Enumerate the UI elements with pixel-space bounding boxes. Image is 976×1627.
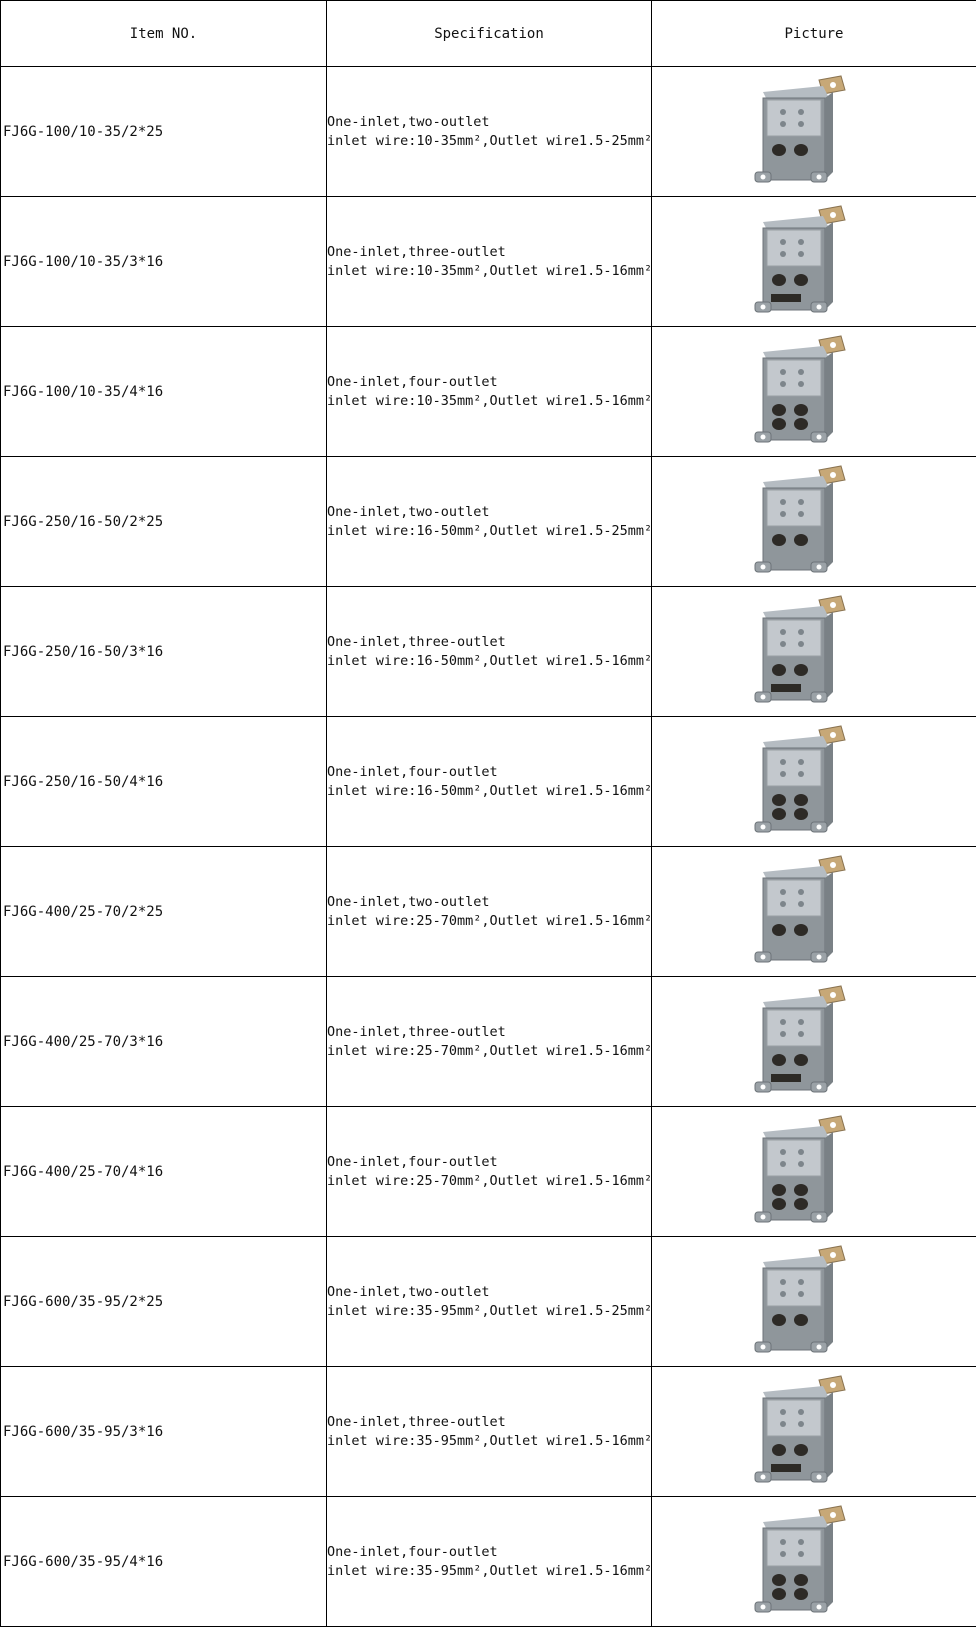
spec-wire-range: inlet wire:35-95mm²,Outlet wire1.5-16mm²	[327, 1562, 653, 1579]
specification-cell	[327, 67, 652, 197]
spec-outlets: One-inlet,four-outlet	[327, 1153, 498, 1170]
table-row	[1, 327, 976, 457]
table-row	[1, 1237, 976, 1367]
distribution-block-icon	[652, 852, 976, 972]
distribution-block-icon	[652, 722, 976, 842]
table-row	[1, 1107, 976, 1237]
table-row	[1, 587, 976, 717]
spec-wire-range: inlet wire:35-95mm²,Outlet wire1.5-16mm²	[327, 1432, 653, 1449]
header-picture: Picture	[652, 1, 976, 67]
table-row	[1, 457, 976, 587]
spec-outlets: One-inlet,three-outlet	[327, 633, 506, 650]
header-specification: Specification	[327, 1, 652, 67]
item-number: FJ6G-400/25-70/2*25	[1, 847, 327, 977]
spec-outlets: One-inlet,two-outlet	[327, 893, 490, 910]
item-number: FJ6G-600/35-95/3*16	[1, 1367, 327, 1497]
table-row	[1, 847, 976, 977]
table-row	[1, 1497, 976, 1627]
item-number: FJ6G-400/25-70/3*16	[1, 977, 327, 1107]
spec-outlets: One-inlet,three-outlet	[327, 1023, 506, 1040]
spec-wire-range: inlet wire:10-35mm²,Outlet wire1.5-16mm²	[327, 262, 653, 279]
picture-cell	[652, 717, 976, 847]
specification-cell	[327, 1107, 652, 1237]
item-number: FJ6G-400/25-70/4*16	[1, 1107, 327, 1237]
spec-outlets: One-inlet,three-outlet	[327, 243, 506, 260]
distribution-block-icon	[652, 202, 976, 322]
distribution-block-icon	[652, 1242, 976, 1362]
specification-cell	[327, 327, 652, 457]
spec-wire-range: inlet wire:35-95mm²,Outlet wire1.5-25mm²	[327, 1302, 653, 1319]
spec-outlets: One-inlet,two-outlet	[327, 113, 490, 130]
specification-cell	[327, 457, 652, 587]
picture-cell	[652, 847, 976, 977]
spec-wire-range: inlet wire:10-35mm²,Outlet wire1.5-16mm²	[327, 392, 653, 409]
table-row	[1, 67, 976, 197]
specification-cell	[327, 1237, 652, 1367]
item-number: FJ6G-600/35-95/4*16	[1, 1497, 327, 1627]
picture-cell	[652, 1107, 976, 1237]
table-row	[1, 1367, 976, 1497]
specification-cell	[327, 717, 652, 847]
picture-cell	[652, 977, 976, 1107]
spec-wire-range: inlet wire:16-50mm²,Outlet wire1.5-16mm²	[327, 652, 653, 669]
distribution-block-icon	[652, 332, 976, 452]
spec-wire-range: inlet wire:10-35mm²,Outlet wire1.5-25mm²	[327, 132, 653, 149]
specification-cell	[327, 587, 652, 717]
spec-wire-range: inlet wire:25-70mm²,Outlet wire1.5-16mm²	[327, 1172, 653, 1189]
spec-outlets: One-inlet,three-outlet	[327, 1413, 506, 1430]
picture-cell	[652, 1367, 976, 1497]
specification-cell	[327, 977, 652, 1107]
spec-wire-range: inlet wire:16-50mm²,Outlet wire1.5-16mm²	[327, 782, 653, 799]
table-row	[1, 197, 976, 327]
picture-cell	[652, 1497, 976, 1627]
table-row	[1, 717, 976, 847]
spec-outlets: One-inlet,four-outlet	[327, 373, 498, 390]
distribution-block-icon	[652, 982, 976, 1102]
distribution-block-icon	[652, 462, 976, 582]
distribution-block-icon	[652, 1112, 976, 1232]
spec-wire-range: inlet wire:16-50mm²,Outlet wire1.5-25mm²	[327, 522, 653, 539]
picture-cell	[652, 67, 976, 197]
item-number: FJ6G-250/16-50/3*16	[1, 587, 327, 717]
item-number: FJ6G-100/10-35/4*16	[1, 327, 327, 457]
spec-outlets: One-inlet,two-outlet	[327, 503, 490, 520]
distribution-block-icon	[652, 1372, 976, 1492]
picture-cell	[652, 197, 976, 327]
item-number: FJ6G-100/10-35/3*16	[1, 197, 327, 327]
item-number: FJ6G-250/16-50/2*25	[1, 457, 327, 587]
distribution-block-icon	[652, 1502, 976, 1622]
picture-cell	[652, 327, 976, 457]
table-row	[1, 977, 976, 1107]
picture-cell	[652, 1237, 976, 1367]
specification-cell	[327, 1367, 652, 1497]
item-number: FJ6G-600/35-95/2*25	[1, 1237, 327, 1367]
spec-outlets: One-inlet,four-outlet	[327, 763, 498, 780]
item-number: FJ6G-250/16-50/4*16	[1, 717, 327, 847]
item-number: FJ6G-100/10-35/2*25	[1, 67, 327, 197]
picture-cell	[652, 587, 976, 717]
distribution-block-icon	[652, 72, 976, 192]
distribution-block-icon	[652, 592, 976, 712]
specification-cell	[327, 1497, 652, 1627]
specification-cell	[327, 847, 652, 977]
picture-cell	[652, 457, 976, 587]
spec-outlets: One-inlet,four-outlet	[327, 1543, 498, 1560]
header-item-no: Item NO.	[1, 1, 327, 67]
header-row	[1, 1, 976, 67]
spec-outlets: One-inlet,two-outlet	[327, 1283, 490, 1300]
spec-wire-range: inlet wire:25-70mm²,Outlet wire1.5-16mm²	[327, 912, 653, 929]
specification-cell	[327, 197, 652, 327]
spec-wire-range: inlet wire:25-70mm²,Outlet wire1.5-16mm²	[327, 1042, 653, 1059]
